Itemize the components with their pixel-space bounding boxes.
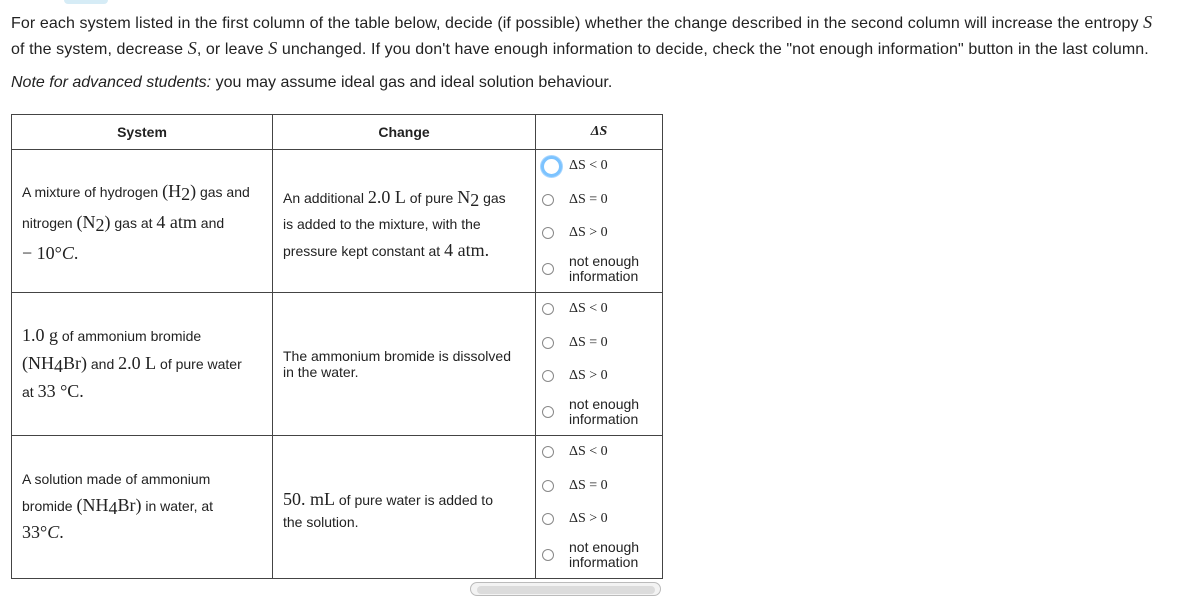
option-delta-s-negative[interactable]: ΔS < 0 <box>536 153 662 179</box>
radio-button[interactable] <box>541 156 562 177</box>
option-delta-s-negative[interactable]: ΔS < 0 <box>536 439 662 465</box>
entropy-table <box>11 114 663 579</box>
header-system: System <box>12 115 273 150</box>
option-delta-s-negative[interactable]: ΔS < 0 <box>536 296 662 322</box>
option-not-enough-info[interactable]: not enough information <box>536 395 662 429</box>
advanced-note: Note for advanced students: you may assume ideal gas and ideal solution behaviour. <box>11 74 613 91</box>
change-description: An additional 2.0 L of pure $N_2$ gas is added to the mixture, with the pressure kept constant at 4 atm. <box>283 187 506 260</box>
option-delta-s-zero[interactable]: ΔS = 0 <box>536 473 662 499</box>
table-row <box>12 150 663 293</box>
radio-button[interactable] <box>542 303 554 315</box>
option-delta-s-positive[interactable]: ΔS > 0 <box>536 506 662 532</box>
change-description: 50. mL of pure water is added to the solution. <box>283 489 493 530</box>
option-not-enough-info[interactable]: not enough information <box>536 252 662 286</box>
radio-button[interactable] <box>542 194 554 206</box>
delta-s-options <box>536 436 662 578</box>
option-delta-s-zero[interactable]: ΔS = 0 <box>536 187 662 213</box>
system-description: 1.0 g of ammonium bromide $(NH_4Br)$ and 2.0 L of pure water at 33 °C. <box>22 325 242 401</box>
radio-button[interactable] <box>542 227 554 239</box>
option-delta-s-zero[interactable]: ΔS = 0 <box>536 330 662 356</box>
change-description: The ammonium bromide is dissolved in the water. <box>283 348 511 380</box>
option-delta-s-positive[interactable]: ΔS > 0 <box>536 363 662 389</box>
top-tab <box>64 0 108 4</box>
system-description: A mixture of hydrogen $(H_2)$ gas and nitrogen $(N_2)$ gas at 4 atm and − 10°C. <box>22 181 250 263</box>
option-delta-s-positive[interactable]: ΔS > 0 <box>536 220 662 246</box>
header-delta-s: ΔS <box>536 115 663 150</box>
table-row <box>12 293 663 436</box>
system-cell <box>12 293 272 435</box>
radio-button[interactable] <box>542 263 554 275</box>
radio-button[interactable] <box>542 549 554 561</box>
delta-s-options <box>536 293 662 435</box>
scrollbar-thumb[interactable] <box>477 586 655 594</box>
change-cell <box>273 293 535 435</box>
radio-button[interactable] <box>542 446 554 458</box>
delta-s-options <box>536 150 662 292</box>
option-not-enough-info[interactable]: not enough information <box>536 538 662 572</box>
radio-button[interactable] <box>542 370 554 382</box>
header-change: Change <box>273 115 536 150</box>
change-cell <box>273 150 535 292</box>
instructions: For each system listed in the first column of the table below, decide (if possible) whether the change described in the second column will increase the entropy S of the system, decrease S, or leave S unchanged. If you don't have enough information to decide, check the "not enough information" button in the last column. <box>11 12 1153 58</box>
radio-button[interactable] <box>542 337 554 349</box>
system-description: A solution made of ammonium bromide $(NH_4Br)$ in water, at 33°C. <box>22 471 214 542</box>
change-cell <box>273 436 535 578</box>
radio-button[interactable] <box>542 513 554 525</box>
radio-button[interactable] <box>542 406 554 418</box>
system-cell <box>12 436 272 578</box>
radio-button[interactable] <box>542 480 554 492</box>
system-cell <box>12 150 272 292</box>
table-row <box>12 436 663 579</box>
horizontal-scrollbar[interactable] <box>470 582 661 596</box>
